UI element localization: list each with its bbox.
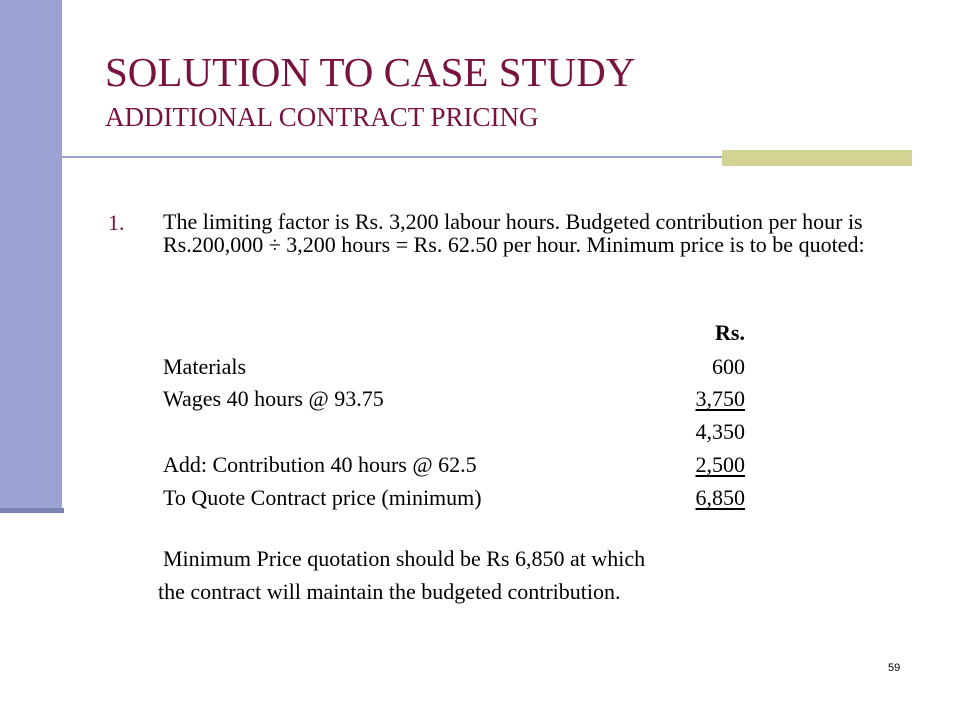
table-row-total	[163, 485, 753, 511]
row-label: Wages 40 hours @ 93.75	[163, 386, 384, 411]
table-row-wages	[163, 386, 753, 412]
row-amount: 2,500	[695, 452, 745, 477]
slide-title: SOLUTION TO CASE STUDY	[105, 49, 636, 95]
row-label: To Quote Contract price (minimum)	[163, 485, 482, 510]
point-number: 1.	[108, 210, 125, 235]
conclusion-line-2: the contract will maintain the budgeted contribution.	[158, 579, 621, 604]
currency-header-row	[163, 320, 753, 346]
slide-subtitle: ADDITIONAL CONTRACT PRICING	[105, 102, 539, 132]
left-accent-bar	[0, 0, 62, 512]
left-accent-bar-shadow	[0, 508, 64, 513]
row-amount: 6,850	[695, 485, 745, 510]
page-number: 59	[888, 662, 901, 674]
table-row-contribution	[163, 452, 753, 478]
row-label: Materials	[163, 354, 247, 379]
table-row-subtotal	[163, 419, 753, 445]
row-amount: 600	[712, 354, 745, 379]
table-row-materials	[163, 354, 753, 380]
currency-header: Rs.	[715, 320, 745, 345]
point-text: The limiting factor is Rs. 3,200 labour hours. Budgeted contribution per hour is Rs.200,000 ÷ 3,200 hours = Rs. 62.50 per hour. Minimum price is to be quoted:	[163, 209, 865, 257]
row-amount: 3,750	[695, 386, 745, 411]
title-divider-accent	[722, 150, 912, 166]
conclusion-line-1: Minimum Price quotation should be Rs 6,850 at which	[163, 546, 646, 571]
row-label: Add: Contribution 40 hours @ 62.5	[163, 452, 477, 477]
row-amount: 4,350	[695, 419, 745, 444]
